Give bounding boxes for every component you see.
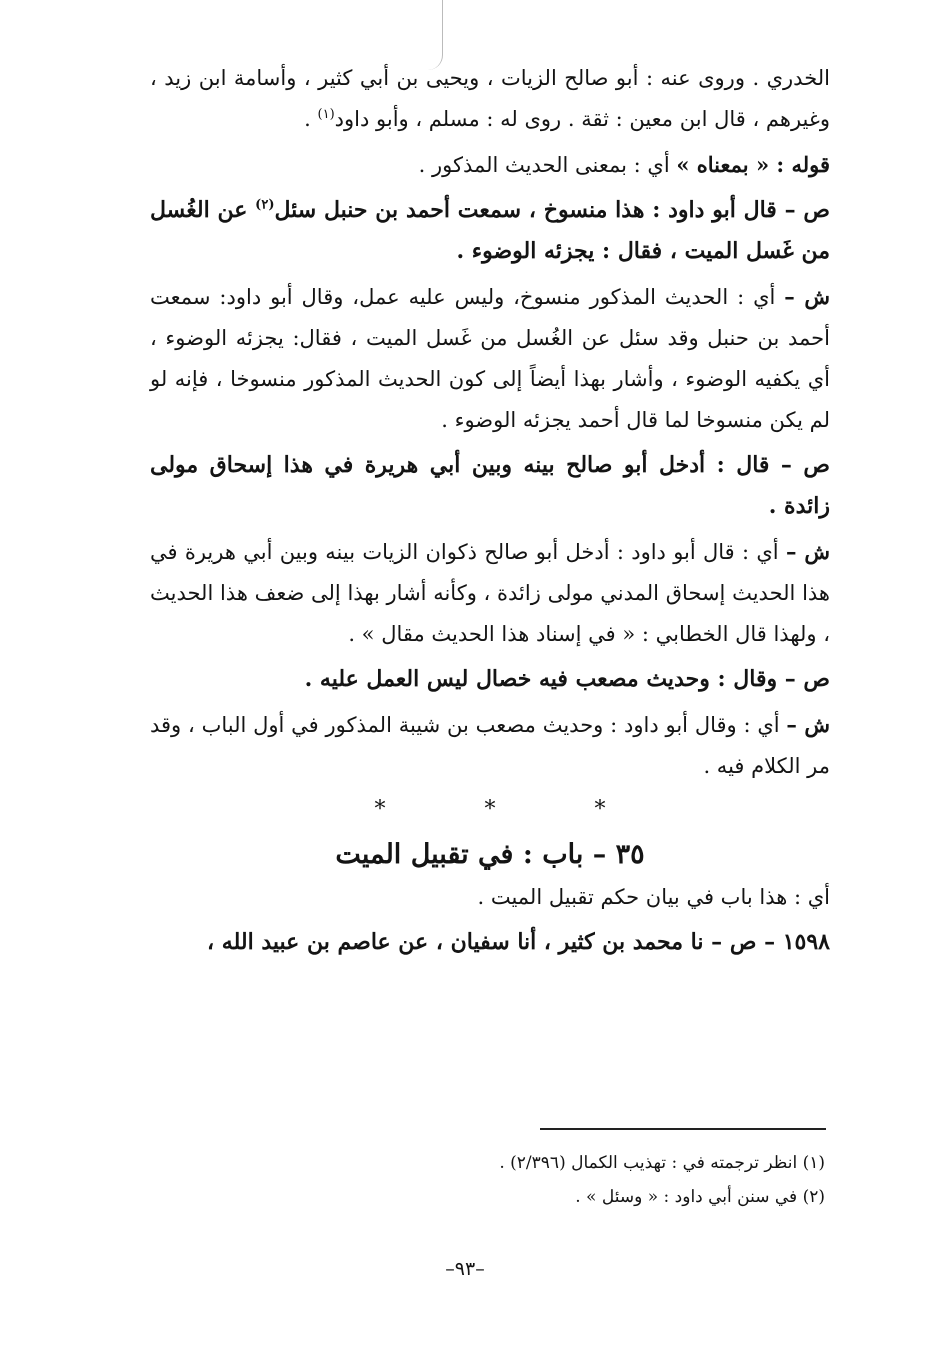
paragraph-text: أي : الحديث المذكور منسوخ، وليس عليه عمل، وقال أبو داود: سمعت أحمد بن حنبل وقد سئل عن الغُسل من غَسل الميت ، فقال: يجزئه الوضوء ، أي يكفيه الوضوء ، وأشار بهذا أيضاً إلى كون الحديث المذكور منسوخا ، فإنه لو لم يكن منسوخا لما قال أحمد يجزئه الوضوء . [150,285,830,432]
paragraph-lead: ش – [785,539,830,564]
paragraph-lead: ش – [786,712,830,737]
footnote-ref-2[interactable]: (٢) [255,197,275,213]
paragraph-sharh [150,704,830,787]
paragraph-matn [150,445,830,527]
paragraph-lead: ش – [784,284,830,309]
paragraph-text: أي : قال أبو داود : أدخل أبو صالح ذكوان الزيات بينه وبين أبي هريرة في هذا الحديث إسحاق المدني مولى زائدة ، وكأنه أشار بهذا إلى ضعف هذا الحديث ، ولهذا قال الخطابي : « في إسناد هذا الحديث مقال » . [150,540,830,646]
footnote-2: (٢) في سنن أبي داود : « وسئل » . [575,1187,825,1207]
footnote-1: (١) انظر ترجمته في : تهذيب الكمال (٢/٣٩٦) . [499,1153,825,1173]
page-body [150,58,830,963]
paragraph-text: ص – قال : أدخل أبو صالح بينه وبين أبي هريرة في هذا إسحاق مولى زائدة . [150,452,830,519]
paragraph-matn [150,659,830,700]
chapter-description: أي : هذا باب في بيان حكم تقبيل الميت . [477,885,830,909]
page-number: –٩٣– [445,1258,485,1280]
paragraph-tail: عن الغُسل من غَسل الميت ، فقال : يجزئه الوضوء . [150,197,830,264]
section-separator-stars: * * * [374,797,652,822]
footnotes [300,1146,825,1214]
paragraph-text: الخدري . وروى عنه : أبو صالح الزيات ، ويحيى بن أبي كثير ، وأسامة ابن زيد ، وغيرهم ، قال ابن معين : ثقة . روى له : مسلم ، وأبو داود [150,66,830,131]
paragraph-commentary [150,144,830,186]
paragraph-text: أي : بمعنى الحديث المذكور . [418,153,677,177]
paragraph-matn [150,190,830,272]
chapter-title: ٣٥ – باب : في تقبيل الميت [335,839,645,870]
paragraph-sharh [150,276,830,441]
paragraph-lead: قوله : « بمعناه » [676,152,830,177]
footnote-divider [540,1128,826,1130]
paragraph-text: ص – وقال : وحديث مصعب فيه خصال ليس العمل عليه . [304,666,830,692]
footnote-ref-1[interactable]: (١) [317,107,335,122]
paragraph-text: ص – قال أبو داود : هذا منسوخ ، سمعت أحمد بن حنبل سئل [274,197,830,223]
paragraph-narrator-bio [150,58,830,140]
paragraph-sharh [150,531,830,655]
paragraph-tail: . [304,107,318,131]
hadith-start: ١٥٩٨ – ص – نا محمد بن كثير ، أنا سفيان ، عن عاصم بن عبيد الله ، [207,929,830,955]
paragraph-text: أي : وقال أبو داود : وحديث مصعب بن شيبة المذكور في أول الباب ، وقد مر الكلام فيه . [150,713,830,778]
